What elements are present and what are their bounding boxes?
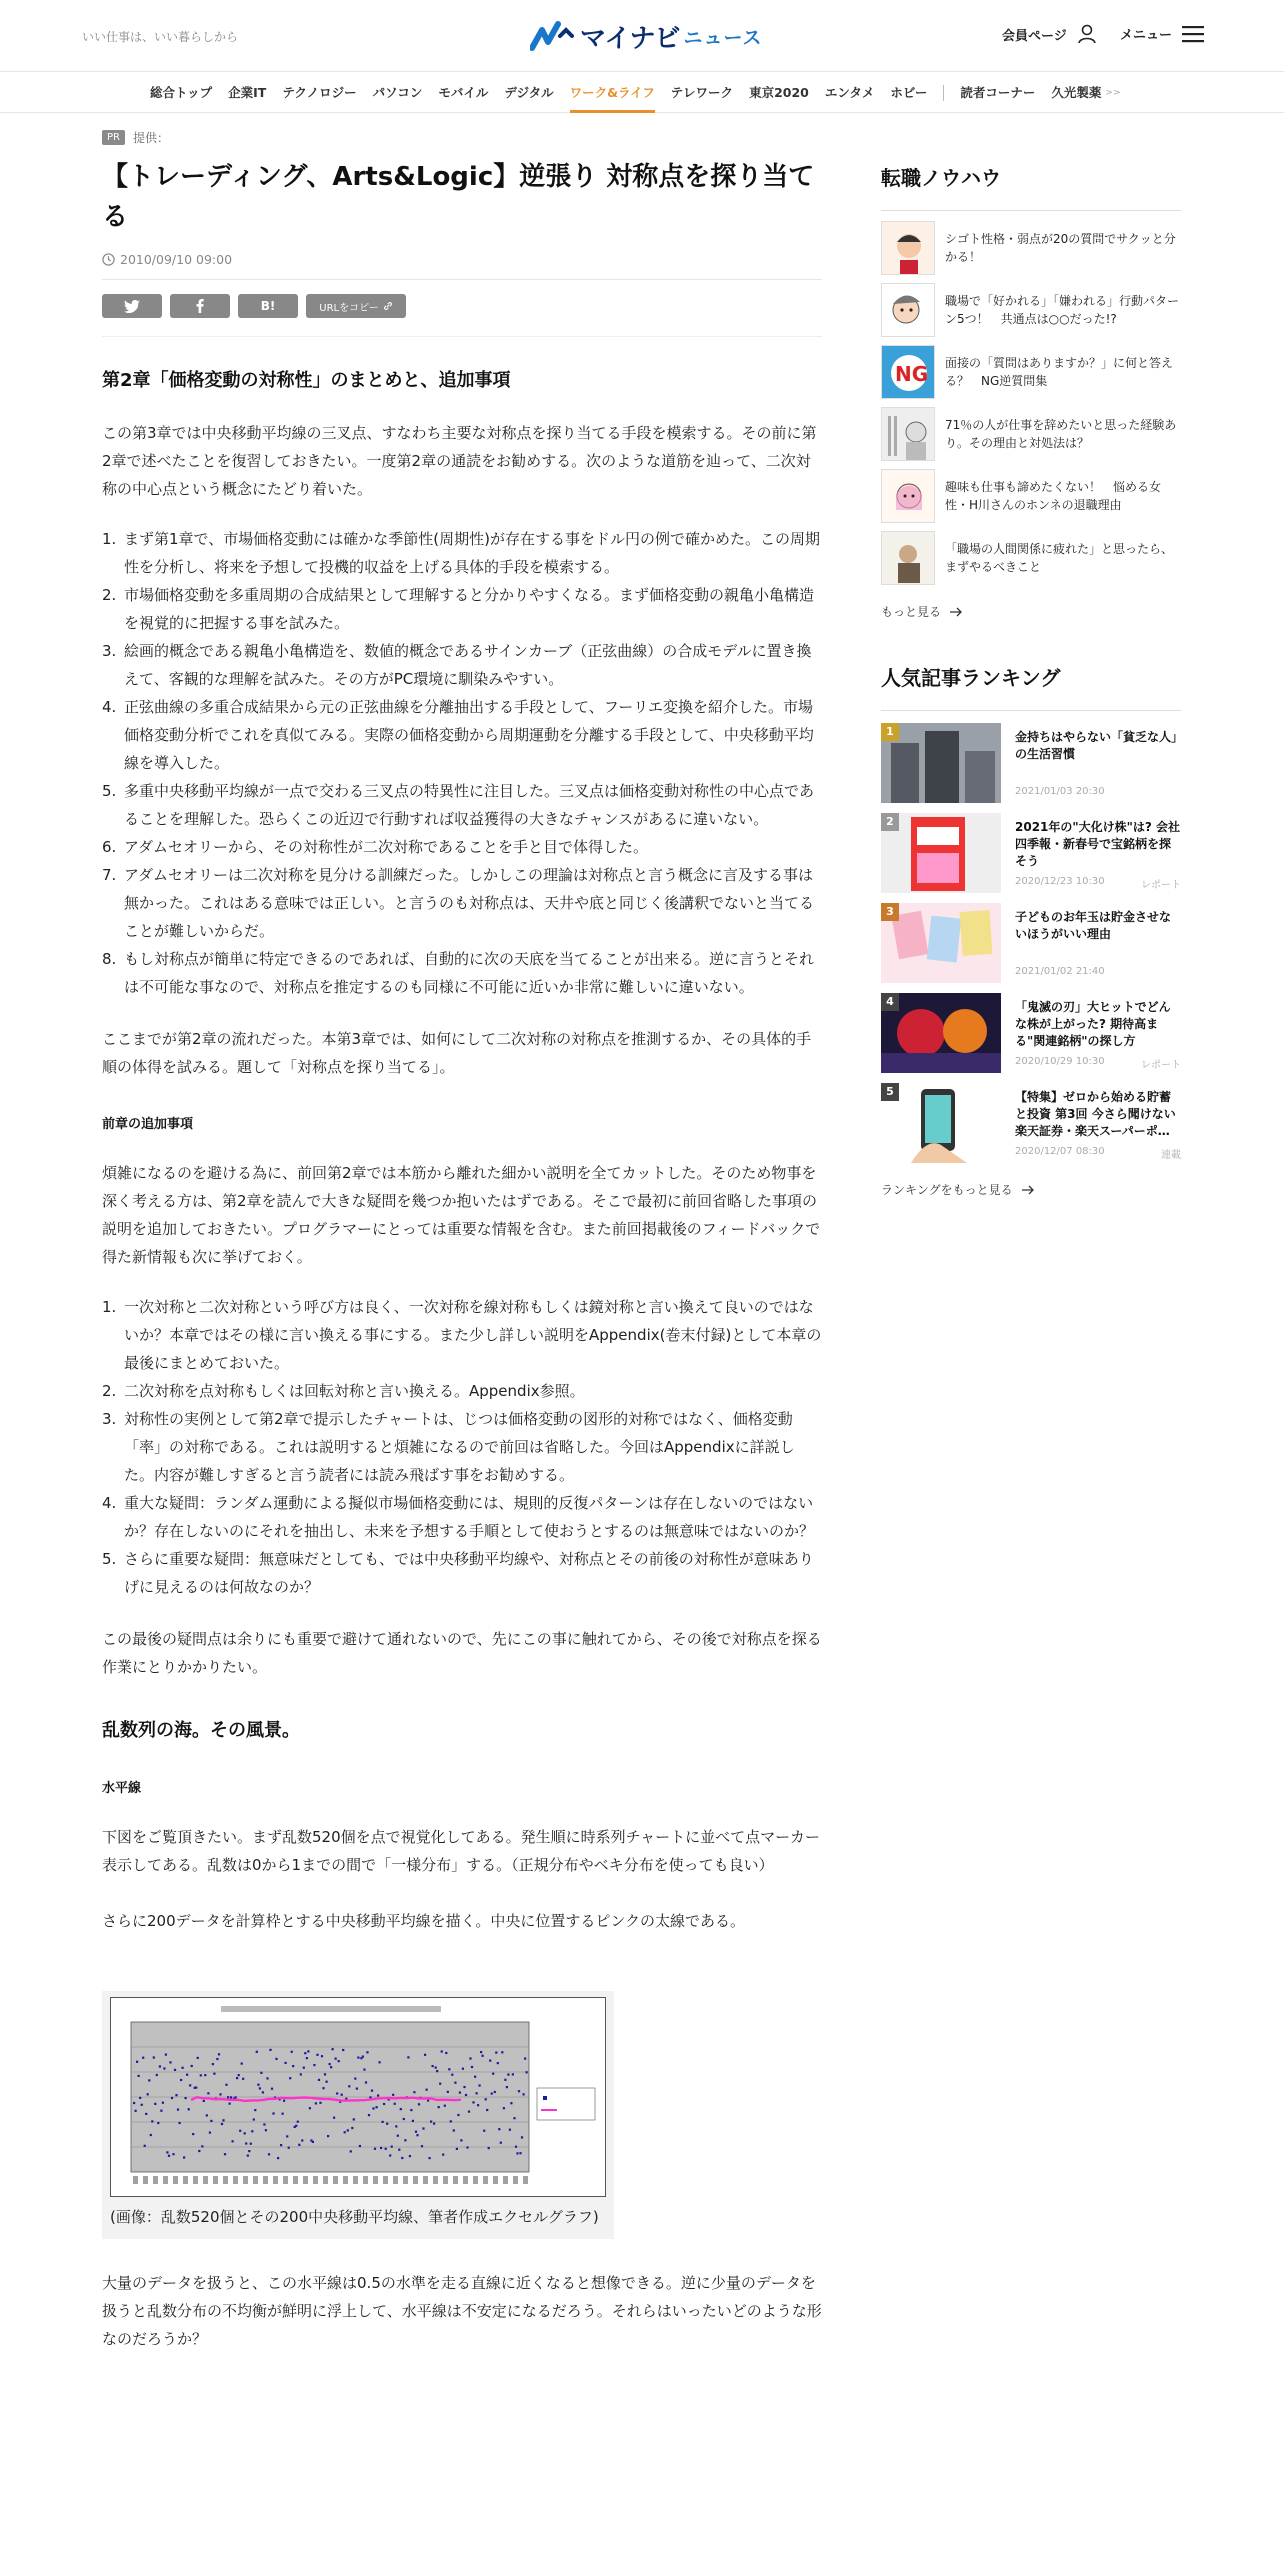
ranking-number-badge: 2 xyxy=(881,813,899,831)
member-page-link[interactable] xyxy=(1002,24,1097,44)
list-item xyxy=(102,581,822,637)
career-item[interactable] xyxy=(881,341,1181,403)
ranking-item-meta xyxy=(1015,876,1181,891)
paragraph: この第3章では中央移動平均線の三叉点、すなわち主要な対称点を探り当てる手段を模索する。その前に第2章で述べたことを復習しておきたい。一度第2章の通読をお勧めする。次のような道筋を辿って、二次対称の中心点という概念にたどり着いた。 xyxy=(102,424,817,498)
copy-url-button[interactable] xyxy=(306,294,406,318)
sidebar xyxy=(881,160,1181,1198)
sponsor-line xyxy=(102,125,822,149)
nav-item-hobby[interactable]: ホビー xyxy=(890,85,928,100)
ranking-item[interactable] xyxy=(881,993,1181,1083)
list-item-number: 7. xyxy=(102,866,117,884)
list-item xyxy=(102,1405,822,1489)
list-item-text: アダムセオリーから、その対称性が二次対称であることを手と目で体得した。 xyxy=(124,838,648,856)
list-item-number: 5. xyxy=(102,782,117,800)
chart-graphic xyxy=(111,1998,605,2196)
ranking-item-meta xyxy=(1015,786,1181,797)
logo-text: マイナビ xyxy=(580,23,680,54)
article-date: 2010/09/10 09:00 xyxy=(120,251,233,267)
list-item-number: 3. xyxy=(102,1410,117,1428)
career-item[interactable] xyxy=(881,403,1181,465)
list-item-number: 1. xyxy=(102,1298,117,1316)
career-item-title: 趣味も仕事も諦めたくない！ 悩める女性・H川さんのホンネの退職理由 xyxy=(945,480,1162,512)
category-nav xyxy=(0,73,1284,113)
ranking-thumbnail xyxy=(881,903,1001,983)
twitter-share-button[interactable] xyxy=(102,294,162,318)
list-item-text: さらに重要な疑問：無意味だとしても、では中央移動平均線や、対称点とその前後の対称性が意味ありげに見えるのは何故なのか？ xyxy=(124,1550,814,1596)
paragraph: さらに200データを計算枠とする中央移動平均線を描く。中央に位置するピンクの太線である。 xyxy=(102,1912,746,1930)
list-item xyxy=(102,1293,822,1377)
ranking-item-tag: レポート xyxy=(1141,1060,1181,1071)
hatena-bookmark-button[interactable]: B! xyxy=(238,294,298,318)
ranking-thumbnail xyxy=(881,993,1001,1073)
ranking-more-link[interactable] xyxy=(881,1181,1181,1198)
career-item[interactable] xyxy=(881,217,1181,279)
list-item-text: 多重中央移動平均線が一点で交わる三叉点の特異性に注目した。三叉点は価格変動対称性の中心点であることを理解した。恐らくこの近辺で行動すれば収益獲得の大きなチャンスがあるに違いない。 xyxy=(124,782,815,828)
subsection-heading: 水平線 xyxy=(102,1781,142,1796)
career-thumbnail xyxy=(881,345,935,399)
paragraph: この最後の疑問点は余りにも重要で避けて通れないので、先にこの事に触れてから、その後で対称点を探る作業にとりかかりたい。 xyxy=(102,1630,822,1676)
list-item-number: 2. xyxy=(102,1382,117,1400)
ranking-item[interactable] xyxy=(881,903,1181,993)
share-buttons xyxy=(102,294,822,318)
divider xyxy=(881,210,1181,211)
nav-item-telework[interactable]: テレワーク xyxy=(670,85,734,100)
facebook-share-button[interactable] xyxy=(170,294,230,318)
divider xyxy=(102,279,822,280)
article-meta xyxy=(102,249,822,269)
list-item-text: まず第1章で、市場価格変動には確かな季節性(周期性)が存在する事をドル円の例で確かめた。この周期性を分析し、将来を予想して投機的収益を上げる具体的手段を模索する。 xyxy=(124,530,820,576)
career-item-title: 職場で「好かれる」「嫌われる」行動パターン5つ！ 共通点は○○だった!? xyxy=(945,294,1180,326)
career-item-title: 71％の人が仕事を辞めたいと思った経験あり。その理由と対処法は？ xyxy=(945,418,1177,450)
menu-label: メニュー xyxy=(1120,28,1173,43)
career-thumbnail xyxy=(881,221,935,275)
sponsor-label: 提供： xyxy=(132,130,169,145)
ranking-item-date: 2020/12/07 08:30 xyxy=(1015,1146,1105,1157)
list-item xyxy=(102,945,822,1001)
facebook-icon xyxy=(196,299,204,313)
clock-icon xyxy=(102,253,115,266)
nav-item-tokyo2020[interactable]: 東京2020 xyxy=(749,85,809,100)
list-item-text: 絵画的概念である親亀小亀構造を、数値的概念であるサインカーブ（正弦曲線）の合成モデルに置き換えて、客観的な理解を試みた。その方がPC環境に馴染みやすい。 xyxy=(124,642,812,688)
ranking-item[interactable] xyxy=(881,723,1181,813)
ranking-item-meta xyxy=(1015,1056,1181,1071)
career-item[interactable] xyxy=(881,279,1181,341)
list-item-text: 市場価格変動を多重周期の合成結果として理解すると分かりやすくなる。まず価格変動の親亀小亀構造を視覚的に把握する事を試みた。 xyxy=(124,586,815,632)
paragraph: 煩雑になるのを避ける為に、前回第2章では本筋から離れた細かい説明を全てカットした。そのため物事を深く考える方は、第2章を読んで大きな疑問を幾つか抱いたはずである。そこで最初に前回省略した事項の説明を追加しておきたい。プログラマーにとっては重要な情報を含む。また前回掲載後のフィードバックで得た新情報も次に挙げておく。 xyxy=(102,1164,821,1266)
ranking-more-label: ランキングをもっと見る xyxy=(881,1183,1013,1197)
member-page-label: 会員ページ xyxy=(1002,28,1067,44)
nav-more-indicator[interactable]: >> xyxy=(1105,88,1121,98)
site-logo[interactable] xyxy=(530,18,763,54)
ranking-item-date: 2020/12/23 10:30 xyxy=(1015,876,1105,887)
article-figure xyxy=(102,1991,614,2239)
career-item[interactable] xyxy=(881,527,1181,589)
nav-item-digital[interactable]: デジタル xyxy=(504,85,554,100)
ranking-item-title: 2021年の"大化け株"は? 会社四季報・新春号で宝銘柄を探そう xyxy=(1015,820,1181,868)
nav-item-hisamitsu[interactable]: 久光製薬 xyxy=(1051,85,1102,100)
nav-item-entertainment[interactable]: エンタメ xyxy=(824,85,875,100)
career-list xyxy=(881,217,1181,589)
ranking-item-title: 「鬼滅の刃」大ヒットでどんな株が上がった? 期待高まる"関連銘柄"の探し方 xyxy=(1015,1000,1171,1048)
nav-item-enterprise-it[interactable]: 企業IT xyxy=(228,85,267,100)
ranking-item-title: 金持ちはやらない「貧乏な人」の生活習慣 xyxy=(1015,730,1178,761)
divider xyxy=(881,710,1181,711)
career-thumbnail xyxy=(881,469,935,523)
ranking-item-body xyxy=(1015,813,1181,891)
figure-caption: (画像：乱数520個とその200中央移動平均線、筆者作成エクセルグラフ) xyxy=(110,2208,599,2226)
ranking-item-title: 【特集】ゼロから始める貯蓄と投資 第3回 今さら聞けない楽天証券・楽天スーパーポ… xyxy=(1015,1090,1176,1138)
random-numbers-chart-image[interactable] xyxy=(110,1997,606,2197)
list-item xyxy=(102,777,822,833)
ranking-thumbnail xyxy=(881,813,1001,893)
list-item-number: 4. xyxy=(102,1494,117,1512)
nav-item-work-life[interactable]: ワーク&ライフ xyxy=(570,73,655,113)
divider xyxy=(102,336,822,337)
nav-item-technology[interactable]: テクノロジー xyxy=(282,85,357,100)
site-tagline: いい仕事は、いい暮らしから xyxy=(82,30,239,44)
career-thumbnail xyxy=(881,531,935,585)
hamburger-icon xyxy=(1182,25,1204,43)
copy-url-label: URLをコピー xyxy=(319,302,379,314)
list-item xyxy=(102,637,822,693)
nav-item-top[interactable]: 総合トップ xyxy=(150,85,213,100)
career-item-title: 面接の「質問はありますか？」に何と答える？ NG逆質問集 xyxy=(945,356,1174,388)
list-item-text: 対称性の実例として第2章で提示したチャートは、じつは価格変動の図形的対称ではなく、価格変動「率」の対称である。これは説明すると煩雑になるので前回は省略した。今回はAppendixに詳説した。内容が難しすぎると言う読者には読み飛ばす事をお勧めする。 xyxy=(124,1410,795,1484)
ranking-number-badge: 1 xyxy=(881,723,899,741)
list-item-text: 重大な疑問：ランダム運動による擬似市場価格変動には、規則的反復パターンは存在しないのではないか？存在しないのにそれを抽出し、未来を予想する手順として使おうとするのは無意味ではないのか？ xyxy=(124,1494,815,1540)
section-heading: 乱数列の海。その風景。 xyxy=(102,1720,300,1741)
nav-item-mobile[interactable]: モバイル xyxy=(438,85,489,100)
ranking-item[interactable] xyxy=(881,813,1181,903)
list-item-text: もし対称点が簡単に特定できるのであれば、自動的に次の天底を当てることが出来る。逆に言うとそれは不可能な事なので、対称点を推定するのも同様に不可能に近いか非常に難しいに違いない。 xyxy=(124,950,815,996)
ranking-item[interactable] xyxy=(881,1083,1181,1173)
ranking-number-badge: 4 xyxy=(881,993,899,1011)
logo-subtext: ニュース xyxy=(683,26,763,49)
nav-item-reader-corner[interactable]: 読者コーナー xyxy=(960,85,1036,100)
nav-divider xyxy=(943,85,944,101)
ranking-item-body xyxy=(1015,1083,1181,1161)
ranking-section-title: 人気記事ランキング xyxy=(881,666,1061,690)
summary-list xyxy=(102,525,822,1001)
link-icon xyxy=(383,301,393,311)
article-title: 【トレーディング、Arts&Logic】逆張り 対称点を探り当てる xyxy=(102,162,815,232)
user-icon xyxy=(1077,24,1097,44)
svg-text:NG: NG xyxy=(895,362,929,386)
ranking-item-body xyxy=(1015,903,1181,977)
nav-item-pc[interactable]: パソコン xyxy=(372,85,423,100)
ranking-item-body xyxy=(1015,723,1181,797)
paragraph: 下図をご覧頂きたい。まず乱数520個を点で視覚化してある。発生順に時系列チャートに並べて点マーカー表示してある。乱数は0から1までの間で「一様分布」する。（正規分布やベキ分布を使っても良い） xyxy=(102,1828,820,1874)
twitter-icon xyxy=(124,300,140,313)
list-item xyxy=(102,693,822,777)
article xyxy=(102,125,822,2353)
career-item-title: 「職場の人間関係に疲れた」と思ったら、まずやるべきこと xyxy=(945,542,1174,574)
paragraph: ここまでが第2章の流れだった。本第3章では、如何にして二次対称の対称点を推測するか、その具体的手順の体得を試みる。題して「対称点を探り当てる」。 xyxy=(102,1030,812,1076)
list-item xyxy=(102,1489,822,1545)
list-item-text: アダムセオリーは二次対称を見分ける訓練だった。しかしこの理論は対称点と言う概念に言及する事は無かった。これはある意味では正しい。と言うのも対称点は、天井や底と同じく後講釈でないと当てることが難しいからだ。 xyxy=(124,866,815,940)
pr-badge: PR xyxy=(102,130,125,145)
arrow-right-icon xyxy=(1021,1185,1035,1195)
ranking-item-title: 子どものお年玉は貯金させないほうがいい理由 xyxy=(1015,910,1172,941)
list-item-text: 一次対称と二次対称という呼び方は良く、一次対称を線対称もしくは鏡対称と言い換えて良いのではないか？本章ではその様に言い換える事にする。また少し詳しい説明をAppendix(巻末付録)として本章の最後にまとめておいた。 xyxy=(124,1298,822,1372)
list-item-number: 2. xyxy=(102,586,117,604)
list-item-text: 二次対称を点対称もしくは回転対称と言い換える。Appendix参照。 xyxy=(124,1382,585,1400)
ranking-item-meta xyxy=(1015,966,1181,977)
list-item-text: 正弦曲線の多重合成結果から元の正弦曲線を分離抽出する手段として、フーリエ変換を紹介した。市場価格変動分析でこれを真似てみる。実際の価格変動から周期運動を分離する手段として、中央移動平均線を導入した。 xyxy=(124,698,814,772)
list-item xyxy=(102,861,822,945)
career-thumbnail xyxy=(881,283,935,337)
ranking-number-badge: 3 xyxy=(881,903,899,921)
list-item-number: 4. xyxy=(102,698,117,716)
ranking-item-date: 2020/10/29 10:30 xyxy=(1015,1056,1105,1067)
career-more-label: もっと見る xyxy=(881,605,942,619)
career-section-title: 転職ノウハウ xyxy=(881,166,1001,190)
arrow-right-icon xyxy=(949,607,963,617)
list-item-number: 8. xyxy=(102,950,117,968)
ranking-item-date: 2021/01/02 21:40 xyxy=(1015,966,1105,977)
site-header xyxy=(0,0,1284,72)
list-item-number: 3. xyxy=(102,642,117,660)
list-item-number: 1. xyxy=(102,530,117,548)
list-item xyxy=(102,833,822,861)
ranking-item-tag: 連載 xyxy=(1161,1150,1181,1161)
mynavi-logo-icon xyxy=(530,20,574,52)
career-item[interactable] xyxy=(881,465,1181,527)
section-heading: 第2章「価格変動の対称性」のまとめと、追加事項 xyxy=(102,370,511,391)
ranking-item-body xyxy=(1015,993,1181,1071)
ranking-item-tag: レポート xyxy=(1141,880,1181,891)
menu-button[interactable] xyxy=(1120,24,1204,43)
career-more-link[interactable] xyxy=(881,603,1181,620)
ranking-list xyxy=(881,723,1181,1173)
list-item xyxy=(102,525,822,581)
list-item xyxy=(102,1377,822,1405)
ranking-item-meta xyxy=(1015,1146,1181,1161)
ranking-thumbnail xyxy=(881,1083,1001,1163)
career-item-title: シゴト性格・弱点が20の質問でサクッと分かる！ xyxy=(945,232,1176,264)
list-item-number: 6. xyxy=(102,838,117,856)
ranking-item-date: 2021/01/03 20:30 xyxy=(1015,786,1105,797)
list-item xyxy=(102,1545,822,1601)
ranking-thumbnail xyxy=(881,723,1001,803)
addendum-list xyxy=(102,1293,822,1601)
ranking-number-badge: 5 xyxy=(881,1083,899,1101)
subsection-heading: 前章の追加事項 xyxy=(102,1117,194,1132)
list-item-number: 5. xyxy=(102,1550,117,1568)
paragraph: 大量のデータを扱うと、この水平線は0.5の水準を走る直線に近くなると想像できる。逆に少量のデータを扱うと乱数分布の不均衡が鮮明に浮上して、水平線は不安定になるだろう。それらはいったいどのような形なのだろうか？ xyxy=(102,2274,822,2348)
career-thumbnail xyxy=(881,407,935,461)
